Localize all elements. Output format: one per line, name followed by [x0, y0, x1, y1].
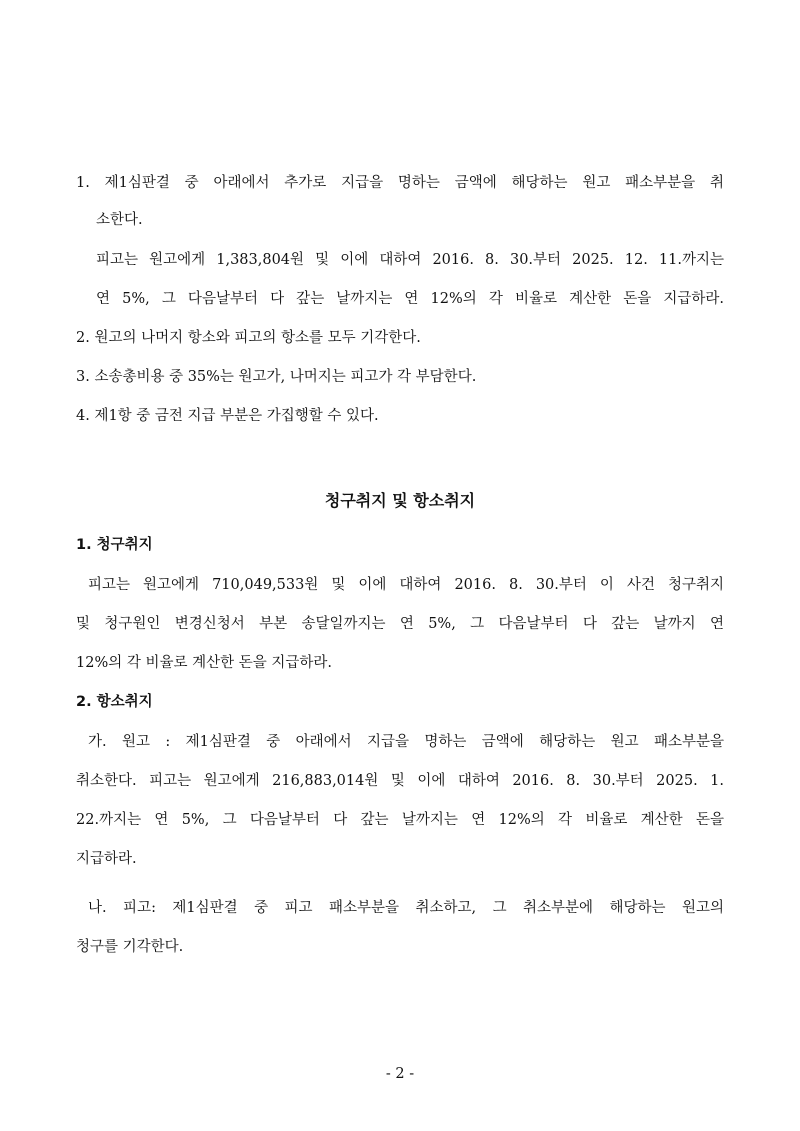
judgment-item-4: 4. 제1항 중 금전 지급 부분은 가집행할 수 있다. [76, 408, 379, 424]
judgment-item-1-line-4: 연 5%, 그 다음날부터 다 갚는 날까지는 연 12%의 각 비율로 계산한 돈을 지급하라. [96, 291, 724, 307]
claim-line-2: 및 청구원인 변경신청서 부본 송달일까지는 연 5%, 그 다음날부터 다 갚는 날까지 연 [76, 616, 724, 632]
appeal-plaintiff-line-3: 22.까지는 연 5%, 그 다음날부터 다 갚는 날까지는 연 12%의 각 비율로 계산한 돈을 [76, 812, 724, 828]
section-title: 청구취지 및 항소취지 [324, 491, 476, 510]
appeal-plaintiff-line-2: 취소한다. 피고는 원고에게 216,883,014원 및 이에 대하여 2016. 8. 30.부터 2025. 1. [76, 773, 724, 789]
page-number: - 2 - [385, 1066, 415, 1082]
judgment-item-1-line-3: 피고는 원고에게 1,383,804원 및 이에 대하여 2016. 8. 30.부터 2025. 12. 11.까지는 [96, 252, 724, 268]
judgment-item-2: 2. 원고의 나머지 항소와 피고의 항소를 모두 기각한다. [76, 330, 421, 346]
claim-heading: 1. 청구취지 [76, 537, 153, 553]
appeal-defendant-line-2: 청구를 기각한다. [76, 939, 184, 955]
appeal-heading: 2. 항소취지 [76, 694, 153, 710]
judgment-item-3: 3. 소송총비용 중 35%는 원고가, 나머지는 피고가 각 부담한다. [76, 369, 477, 385]
appeal-plaintiff-line-4: 지급하라. [76, 851, 137, 867]
appeal-plaintiff-line-1: 가. 원고 : 제1심판결 중 아래에서 지급을 명하는 금액에 해당하는 원고 패소부분을 [88, 734, 724, 750]
appeal-defendant-line-1: 나. 피고: 제1심판결 중 피고 패소부분을 취소하고, 그 취소부분에 해당하는 원고의 [88, 900, 724, 916]
judgment-item-1-line-1: 1. 제1심판결 중 아래에서 추가로 지급을 명하는 금액에 해당하는 원고 패소부분을 취 [76, 175, 724, 191]
judgment-item-1-line-2: 소한다. [96, 212, 143, 228]
claim-line-1: 피고는 원고에게 710,049,533원 및 이에 대하여 2016. 8. 30.부터 이 사건 청구취지 [88, 577, 724, 593]
claim-line-3: 12%의 각 비율로 계산한 돈을 지급하라. [76, 655, 332, 671]
